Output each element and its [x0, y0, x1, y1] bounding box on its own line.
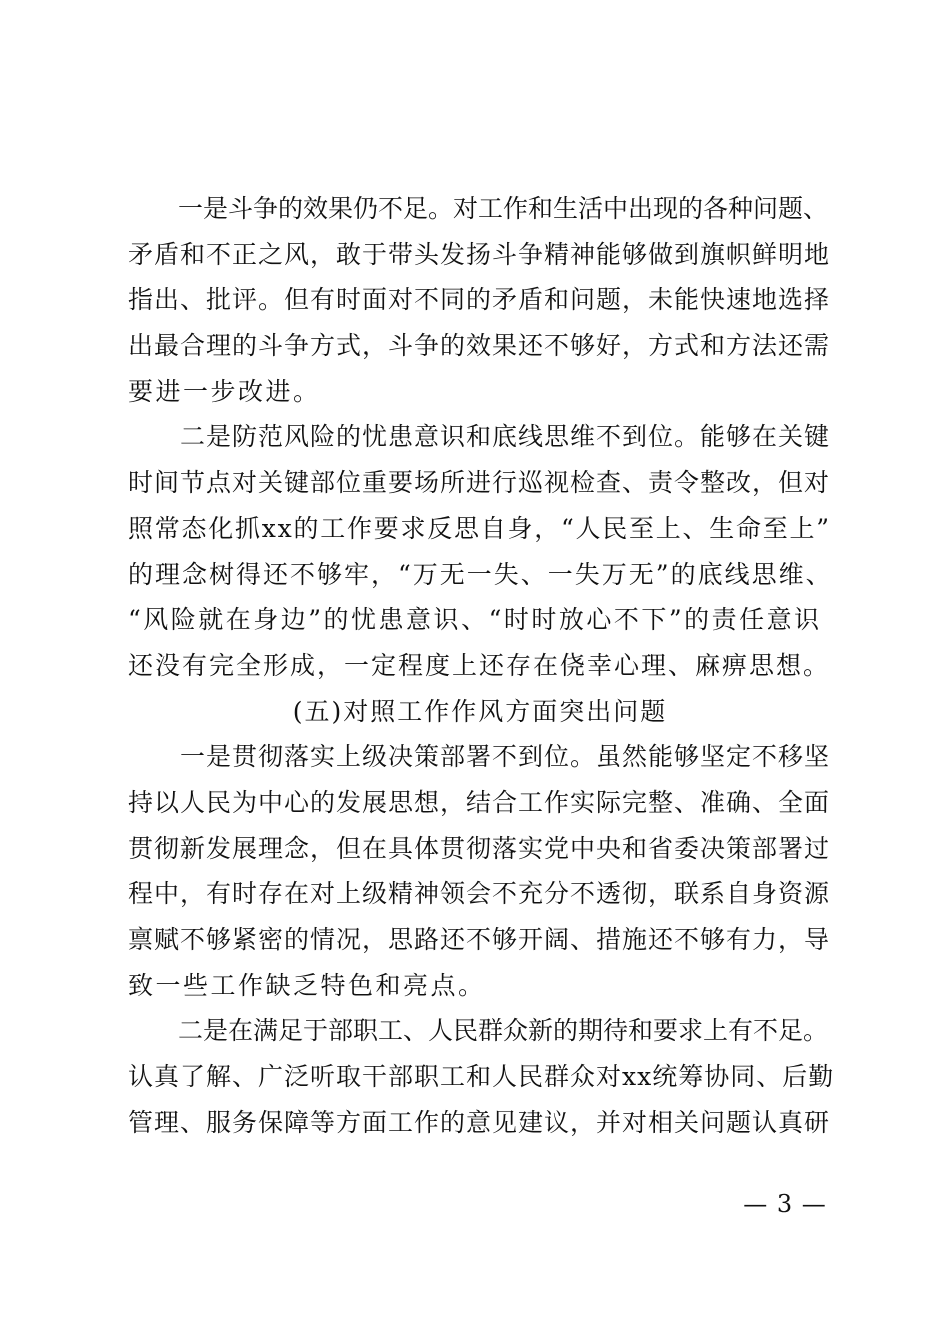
text-line: 禀赋不够紧密的情况，思路还不够开阔、措施还不够有力，导: [128, 925, 831, 954]
text-line: 程中，有时存在对上级精神领会不充分不透彻，联系自身资源: [128, 879, 831, 909]
page-number: — 3 —: [743, 1190, 827, 1218]
text-line: 矛盾和不正之风，敢于带头发扬斗争精神能够做到旗帜鲜明地: [128, 239, 831, 269]
text-line: 还没有完全形成，一定程度上还存在侥幸心理、麻痹思想。: [128, 650, 831, 680]
text-line: 指出、批评。但有时面对不同的矛盾和问题，未能快速地选择: [128, 285, 831, 315]
text-line: 一是斗争的效果仍不足。对工作和生活中出现的各种问题、: [128, 194, 829, 223]
section-heading: (五)对照工作作风方面突出问题: [292, 696, 668, 726]
text-line: 出最合理的斗争方式，斗争的效果还不够好，方式和方法还需: [128, 331, 831, 361]
text-line: 二是在满足于部职工、人民群众新的期待和要求上有不足。: [128, 1016, 829, 1046]
text-line: 管理、服务保障等方面工作的意见建议，并对相关问题认真研: [128, 1107, 831, 1137]
text-line: 时间节点对关键部位重要场所进行巡视检查、责令整改，但对: [128, 468, 831, 498]
text-line: 一是贯彻落实上级决策部署不到位。虽然能够坚定不移坚: [128, 742, 831, 772]
text-line: 致一些工作缺乏特色和亮点。: [128, 970, 486, 1000]
text-line: 要进一步改进。: [128, 376, 321, 406]
body-text: [128, 186, 835, 1145]
text-line: 照常态化抓xx的工作要求反思自身，“人民至上、生命至上”: [128, 513, 831, 543]
text-line: 持以人民为中心的发展思想，结合工作实际完整、准确、全面: [128, 787, 831, 817]
text-line: 认真了解、广泛听取干部职工和人民群众对xx统筹协同、后勤: [128, 1062, 835, 1092]
text-line: 的理念树得还不够牢，“万无一失、一失万无”的底线思维、: [128, 559, 833, 589]
text-line: “风险就在身边”的忧患意识、“时时放心不下”的责任意识: [128, 605, 822, 635]
text-line: 二是防范风险的忧患意识和底线思维不到位。能够在关键: [128, 422, 831, 452]
text-line: 贯彻新发展理念，但在具体贯彻落实党中央和省委决策部署过: [128, 833, 831, 863]
